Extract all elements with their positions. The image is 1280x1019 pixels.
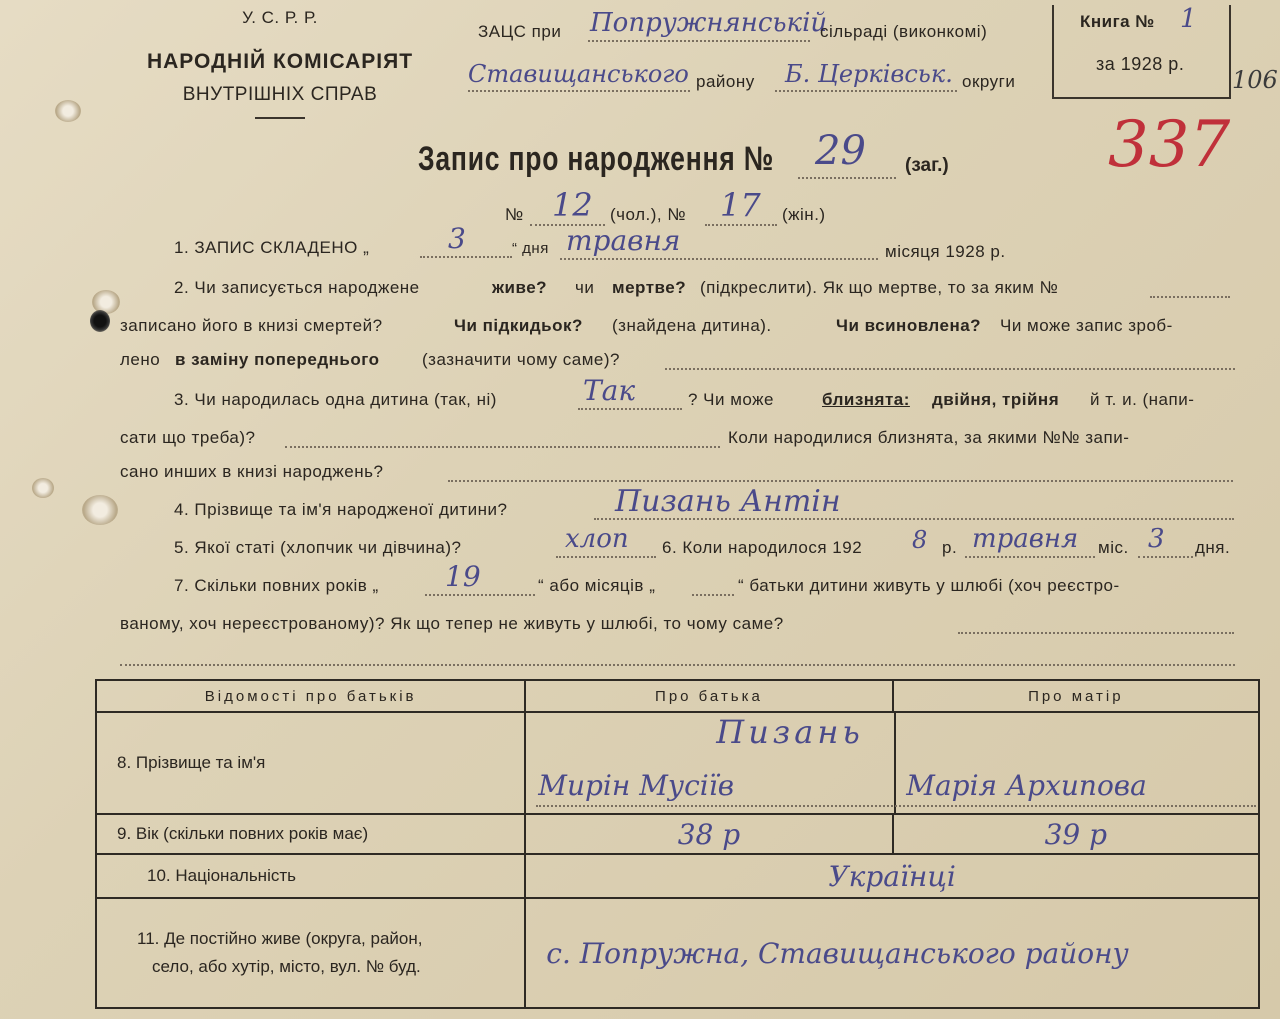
parents-surname: Пизань — [716, 713, 864, 751]
item2-dead: мертве? — [612, 278, 687, 297]
row11-label-line1: 11. Де постійно живе (округа, район, — [137, 929, 423, 948]
district-name: Ставищанського — [468, 60, 689, 88]
book-year: за 1928 р. — [1096, 54, 1185, 74]
item3-write-line — [285, 446, 720, 448]
item7-line2: ваному, хоч нереєстрованому)? Як що тепер не живуть у шлюбі, то чому саме? — [120, 614, 784, 633]
item2-line3: лено — [120, 350, 161, 369]
row11-label-line2: село, або хутір, місто, вул. № буд. — [152, 957, 421, 976]
item2-death-book: записано його в книзі смертей? — [120, 316, 383, 335]
child-sex-line — [556, 556, 656, 558]
zags-prefix: ЗАЦС при — [478, 22, 562, 41]
col-mother: Про матір — [893, 680, 1259, 712]
col-info: Відомості про батьків — [96, 680, 525, 712]
table-row-nationality — [96, 854, 1259, 898]
child-sex: хлоп — [565, 524, 629, 554]
okrug-label: округи — [962, 72, 1016, 91]
marriage-years-line — [425, 594, 535, 596]
item2-dead-note: (підкреслити). Як що мертве, то за яким № — [700, 278, 1059, 297]
department-label: ВНУТРІШНІХ СПРАВ — [182, 84, 378, 105]
item7-extra-line — [120, 664, 1235, 666]
birth-day-line — [1138, 556, 1193, 558]
record-title: Запис про народження № — [418, 140, 775, 178]
item3-kinds: двійня, трійня — [932, 390, 1060, 409]
nationality: Українці — [525, 854, 1259, 898]
item1-month: травня — [566, 224, 681, 257]
punch-hole — [55, 100, 81, 122]
village-line — [588, 40, 810, 42]
birth-month-line — [965, 556, 1095, 558]
item2-label: 2. Чи записується народжене — [174, 278, 420, 297]
item3-maybe: ? Чи може — [688, 390, 775, 409]
okrug-line — [775, 90, 957, 92]
mother-age: 39 р — [893, 814, 1259, 854]
table-row-name — [96, 712, 1259, 814]
item7-months: “ або місяців „ — [538, 576, 656, 595]
marriage-months-line — [692, 594, 734, 596]
no-label: № — [505, 205, 524, 224]
district-line — [468, 90, 690, 92]
item2-replace-note: (зазначити чому саме)? — [422, 350, 620, 369]
item3-other-line — [448, 480, 1233, 482]
row9-label: 9. Вік (скільки повних років має) — [96, 814, 525, 854]
item1-month-line — [560, 258, 878, 260]
item2-alive: живе? — [492, 278, 548, 297]
ussr-label: У. С. Р. Р. — [242, 8, 318, 27]
birth-day: 3 — [1148, 524, 1165, 554]
birth-month-label: міс. — [1098, 538, 1129, 557]
item7-label: 7. Скільки повних років „ — [174, 576, 379, 595]
punch-hole — [90, 310, 110, 332]
district-label: району — [696, 72, 755, 91]
child-name: Пизань Антін — [615, 484, 841, 519]
names-divider — [894, 713, 896, 813]
table-row-residence — [96, 898, 1259, 1008]
father-name: Мирін Мусіїв — [538, 769, 735, 802]
item7-married: “ батьки дитини живуть у шлюбі (хоч реєстро- — [738, 576, 1120, 595]
commissariat-label: НАРОДНІЙ КОМІСАРІЯТ — [146, 50, 414, 73]
item2-line3-dots — [665, 368, 1235, 370]
punch-hole — [32, 478, 54, 498]
item3-answer: Так — [583, 374, 636, 407]
book-number: 1 — [1180, 4, 1197, 34]
page-number: 106 — [1232, 66, 1278, 94]
item5-label: 5. Якої статі (хлопчик чи дівчина)? — [174, 538, 462, 557]
mother-name: Марія Архипова — [906, 769, 1147, 802]
record-suffix: (заг.) — [905, 155, 949, 176]
item1-label: 1. ЗАПИС СКЛАДЕНО „ — [174, 238, 370, 257]
item2-foundling-note: (знайдена дитина). — [612, 316, 772, 335]
item6-label: 6. Коли народилося 192 — [662, 538, 863, 557]
item2-or: чи — [575, 278, 595, 297]
birth-day-label: дня. — [1195, 538, 1231, 557]
item3-write: сати що треба)? — [120, 428, 256, 447]
item1-day-line — [420, 256, 512, 258]
birth-year: 8 — [912, 526, 928, 554]
council-label: сільраді (виконкомі) — [820, 22, 988, 41]
father-age: 38 р — [525, 814, 892, 854]
item2-record-note: Чи може запис зроб- — [1000, 316, 1173, 335]
row11-label — [96, 898, 525, 1008]
item4-label: 4. Прізвище та ім'я народженої дитини? — [174, 500, 508, 519]
female-label: (жін.) — [782, 205, 826, 224]
record-number-line — [798, 177, 896, 179]
row10-label: 10. Національність — [96, 854, 525, 898]
female-number: 17 — [720, 186, 761, 224]
punch-hole — [82, 495, 118, 525]
row8-label: 8. Прізвище та ім'я — [96, 712, 525, 814]
child-name-line — [594, 518, 1234, 520]
item1-day-label: “ дня — [512, 240, 549, 257]
male-label: (чол.), № — [610, 205, 687, 224]
item1-day: 3 — [448, 222, 466, 255]
okrug-name: Б. Церківськ. — [785, 60, 953, 88]
birth-year-suffix: р. — [942, 538, 958, 557]
record-number: 29 — [815, 128, 866, 174]
table-row-age — [96, 814, 1259, 854]
marriage-years: 19 — [445, 560, 481, 593]
residence: с. Попружна, Ставищанського району — [525, 898, 1259, 1008]
male-number: 12 — [552, 186, 593, 224]
item3-twins-when: Коли народилися близнята, за якими №№ запи- — [728, 428, 1130, 447]
red-number: 337 — [1108, 108, 1231, 182]
item1-year: місяця 1928 р. — [885, 242, 1006, 261]
village-name: Попружнянській — [590, 8, 828, 38]
item3-answer-line — [578, 408, 682, 410]
names-cell — [525, 712, 1259, 814]
item3-etc: й т. и. (напи- — [1090, 390, 1195, 409]
birth-month: травня — [972, 524, 1079, 554]
divider — [255, 117, 305, 119]
parents-table — [95, 679, 1260, 1009]
names-line — [536, 805, 1256, 807]
item2-replace: в заміну попереднього — [175, 350, 380, 369]
col-father: Про батька — [525, 680, 892, 712]
item2-adopted: Чи всиновлена? — [836, 316, 982, 335]
item3-label: 3. Чи народилась одна дитина (так, ні) — [174, 390, 497, 409]
female-number-line — [705, 224, 777, 226]
item7-line2-dots — [958, 632, 1234, 634]
item2-foundling: Чи підкидьок? — [454, 316, 583, 335]
book-label: Книга № — [1080, 12, 1155, 31]
item3-other: сано инших в книзі народжень? — [120, 462, 384, 481]
item2-line — [1150, 296, 1230, 298]
item3-twins: близнята: — [822, 390, 910, 409]
table-header-row — [96, 680, 1259, 712]
